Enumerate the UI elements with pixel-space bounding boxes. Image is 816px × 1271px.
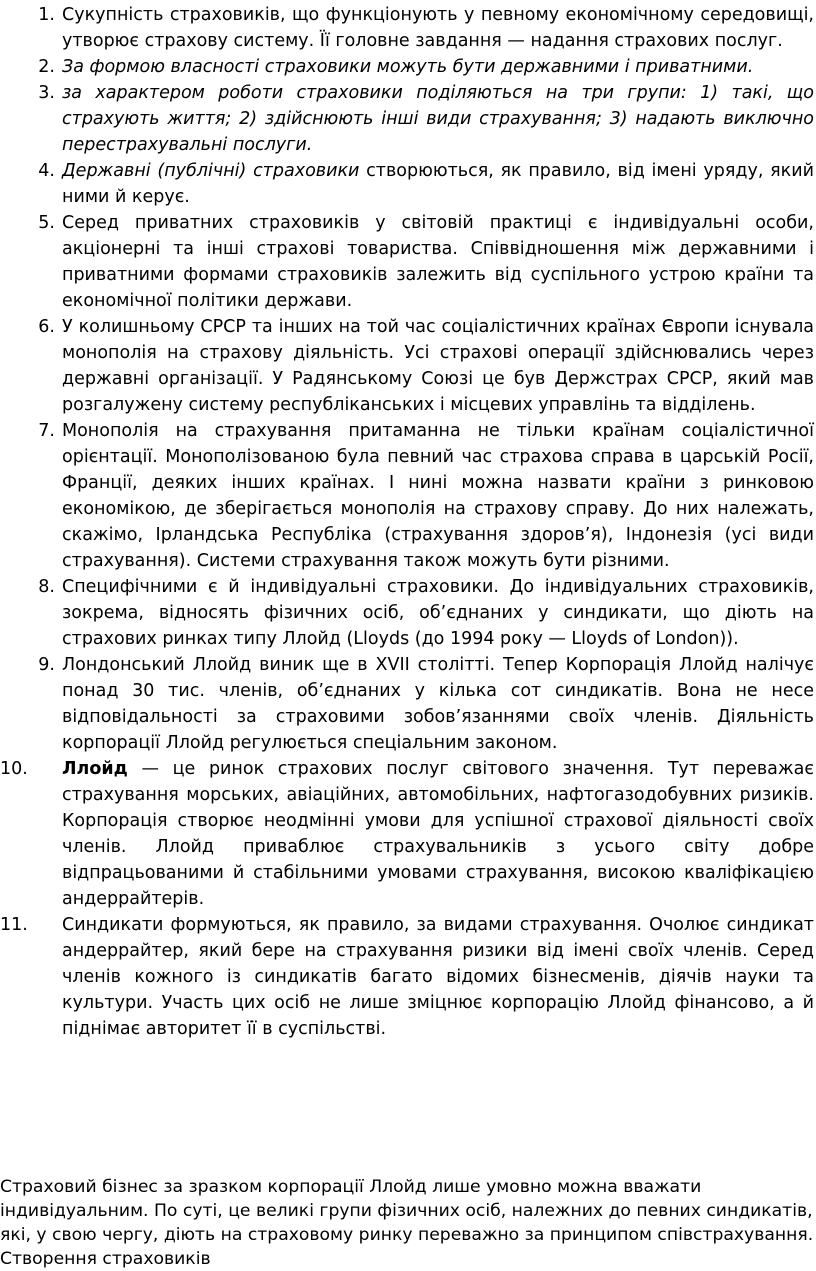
item-text: за характером роботи страховики поділяються на три групи: 1) такі, що страхують життя; 2) здійснюють інші види страхування; 3) надають виключно перестрахувальні послуги. — [62, 83, 814, 155]
item-number: 4. — [38, 161, 55, 181]
item-text: — це ринок страхових послуг світового значення. Тут переважає страхування морських, авіаційних, автомобільних, нафтогазодобувних ризиків. Корпорація створює неодмінні умови для успішної страхової діяльності своїх членів. Ллойд приваблює страхувальників з усього світу добре відпрацьованими й стабільними умовами страхування, високою кваліфікацією андеррайтерів. — [62, 759, 814, 909]
item-text: Сукупність страховиків, що функціонують у певному економічному середовищі, утворює страхову систему. Її головне завдання — надання страхових послуг. — [62, 5, 814, 51]
item-text: За формою власності страховики можуть бути державними і приватними. — [62, 57, 754, 77]
list-item-2 — [0, 54, 816, 80]
item-number: 8. — [38, 577, 55, 597]
item-number: 11. — [0, 915, 28, 935]
list-item-9 — [0, 652, 816, 756]
list-item-7 — [0, 418, 816, 574]
list-item-5 — [0, 210, 816, 314]
item-text: У колишньому СРСР та інших на той час соціалістичних країнах Європи існувала монополія на страхову діяльність. Усі страхові операції здійснювались через державні організації. У Радянському Союзі це був Держстрах СРСР, який мав розгалужену систему республіканських і місцевих управлінь та відділень. — [62, 317, 814, 415]
item-number: 10. — [0, 759, 28, 779]
list-item-8 — [0, 574, 816, 652]
item-text: Лондонський Ллойд виник ще в XVII столітті. Тепер Корпорація Ллойд налічує понад 30 тис. членів, об’єднаних у кілька сот синдикатів. Вона не несе відповідальності за страховими зобов’язаннями своїх членів. Діяльність корпорації Ллойд регулюється спеціальним законом. — [62, 655, 814, 753]
list-item-4 — [0, 158, 816, 210]
item-number: 2. — [38, 57, 55, 77]
body-paragraph: Страховий бізнес за зразком корпорації Ллойд лише умовно можна вважати індивідуальним. По суті, це великі групи фізичних осіб, належних до певних синдикатів, які, у свою чергу, діють на страховому ринку переважно за принципом співстрахування. Створення страховиків — [0, 1177, 814, 1269]
item-text: Синдикати формуються, як правило, за видами страхування. Очолює синдикат андеррайтер, який бере на страхування ризики від імені своїх членів. Серед членів кожного із синдикатів багато відомих бізнесменів, діячів науки та культури. Участь цих осіб не лише зміцнює корпорацію Ллойд фінансово, а й піднімає авторитет її в суспільстві. — [62, 915, 814, 1039]
item-text: Монополія на страхування притаманна не тільки країнам соціалістичної орієнтації. Монополізованою була певний час страхова справа в царській Росії, Франції, деяких інших країнах. І нині можна назвати країни з ринковою економікою, де зберігається монополія на страхову справу. До них належать, скажімо, Ірландська Республіка (страхування здоров’я), Індонезія (усі види страхування). Системи страхування також можуть бути різними. — [62, 421, 814, 571]
list-item-10 — [0, 756, 816, 912]
list-item-6 — [0, 314, 816, 418]
item-number: 1. — [38, 5, 55, 25]
item-emphasis: Державні (публічні) страховики — [62, 161, 360, 181]
item-number: 9. — [38, 655, 55, 675]
item-text: Серед приватних страховиків у світовій практиці є індивідуальні особи, акціонерні та інші страхові товариства. Співвідношення між державними і приватними формами страховиків залежить від суспільного устрою країни та економічної політики держави. — [62, 213, 814, 311]
item-number: 5. — [38, 213, 55, 233]
numbered-list — [0, 2, 816, 1042]
item-text: створюються, як правило, від імені уряду, який ними й керує. — [62, 161, 814, 207]
item-number: 7. — [38, 421, 55, 441]
item-number: 6. — [38, 317, 55, 337]
list-item-1 — [0, 2, 816, 54]
list-item-11 — [0, 912, 816, 1042]
item-number: 3. — [38, 83, 55, 103]
item-text: Специфічними є й індивідуальні страховики. До індивідуальних страховиків, зокрема, відносять фізичних осіб, об’єднаних у синдикати, що діють на страхових ринках типу Ллойд (Lloyds (до 1994 року — Lloyds of London)). — [62, 577, 814, 649]
item-bold-term: Ллойд — [62, 759, 128, 779]
list-item-3 — [0, 80, 816, 158]
